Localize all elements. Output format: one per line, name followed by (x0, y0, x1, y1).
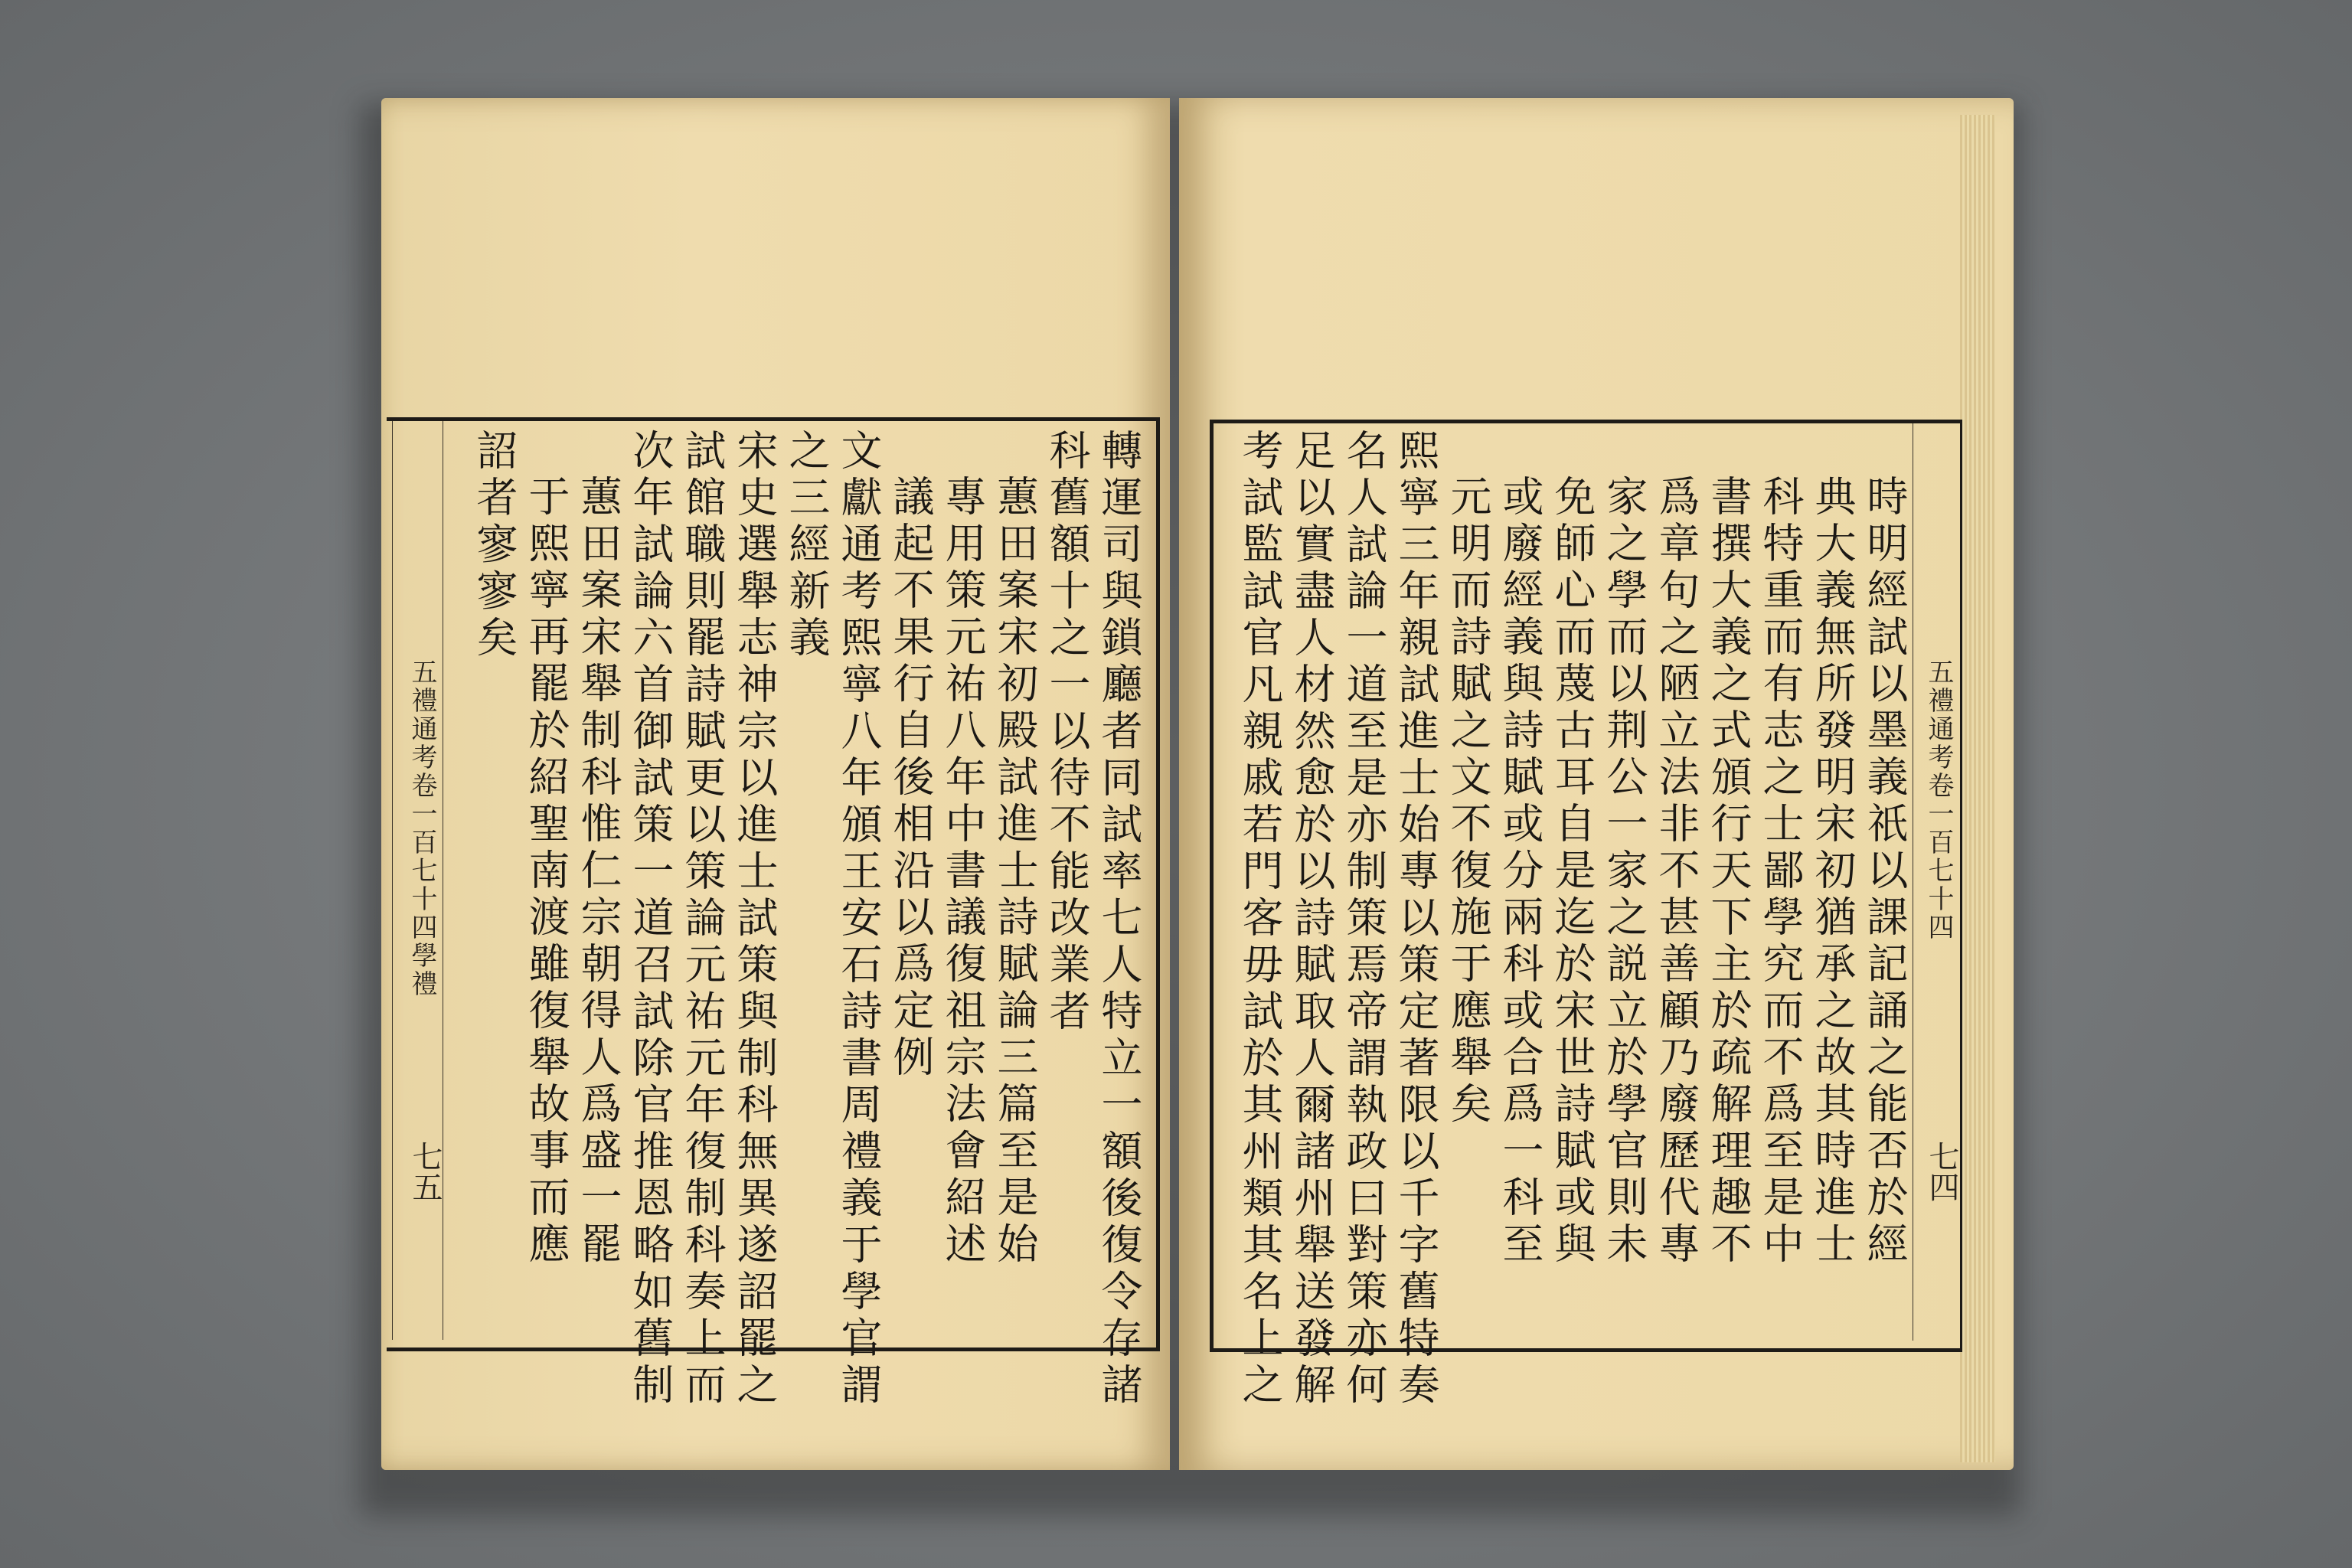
left-column-13: 詔者寥寥矣 (470, 429, 518, 662)
right-column-3: 科特重而有志之士鄙學究而不爲至是中 (1756, 475, 1805, 1269)
right-column-11: 名人試論一道至是亦制策焉帝謂執政曰對策亦何 (1340, 429, 1388, 1410)
left-column-2: 科舊額十之一以待不能改業者 (1043, 429, 1091, 1036)
right-column-8: 或廢經義與詩賦或分兩科或合爲一科至 (1496, 475, 1544, 1269)
left-folio: 七五 (407, 1141, 443, 1202)
left-column-4: 專用策元祐八年中書議復祖宗法會紹述 (939, 475, 987, 1269)
left-column-6: 文獻通考熙寧八年頒王安石詩書周禮義于學官謂 (835, 429, 883, 1410)
right-column-7: 免師心而蔑古耳自是迄於宋世詩賦或與 (1548, 475, 1596, 1269)
right-column-2: 典大義無所發明宋初猶承之故其時進士 (1808, 475, 1857, 1269)
right-folio: 七四 (1924, 1141, 1959, 1202)
left-column-12: 于熙寧再罷於紹聖南渡雖復舉故事而應 (522, 475, 570, 1269)
left-column-3: 蕙田案宋初殿試進士詩賦論三篇至是始 (991, 475, 1039, 1269)
left-column-5: 議起不果行自後相沿以爲定例 (887, 475, 935, 1082)
left-margin-rule (392, 421, 393, 1340)
right-column-4: 書撰大義之式頒行天下主於疏解理趣不 (1704, 475, 1753, 1269)
left-column-8: 宋史選舉志神宗以進士試策與制科無異遂詔罷之 (730, 429, 779, 1410)
left-column-1: 轉運司與鎖廳者同試率七人特立一額後復令存諸 (1095, 429, 1143, 1410)
page-edges (1960, 115, 1995, 1462)
left-column-7: 之三經新義 (782, 429, 831, 662)
right-column-10: 熙寧三年親試進士始專以策定著限以千字舊特奏 (1392, 429, 1440, 1410)
right-column-1: 時明經試以墨義祇以課記誦之能否於經 (1860, 475, 1909, 1269)
left-margin-title: 五禮通考卷一百七十四學禮 (407, 658, 437, 998)
right-column-9: 元明而詩賦之文不復施于應舉矣 (1444, 475, 1492, 1129)
right-margin-title: 五禮通考卷一百七十四 (1923, 658, 1954, 942)
left-column-11: 蕙田案宋舉制科惟仁宗朝得人爲盛一罷 (574, 475, 622, 1269)
right-column-13: 考試監試官凡親戚若門客毋試於其州類其名上之 (1236, 429, 1284, 1410)
right-column-6: 家之學而以荆公一家之説立於學官則未 (1600, 475, 1648, 1269)
left-column-9: 試館職則罷詩賦更以策論元祐元年復制科奏上而 (678, 429, 727, 1410)
right-column-5: 爲章句之陋立法非不甚善顧乃廢歷代專 (1652, 475, 1700, 1269)
right-column-12: 足以實盡人材然愈於以詩賦取人爾諸州舉送發解 (1288, 429, 1336, 1410)
left-column-10: 次年試論六首御試策一道召試除官推恩略如舊制 (626, 429, 675, 1410)
